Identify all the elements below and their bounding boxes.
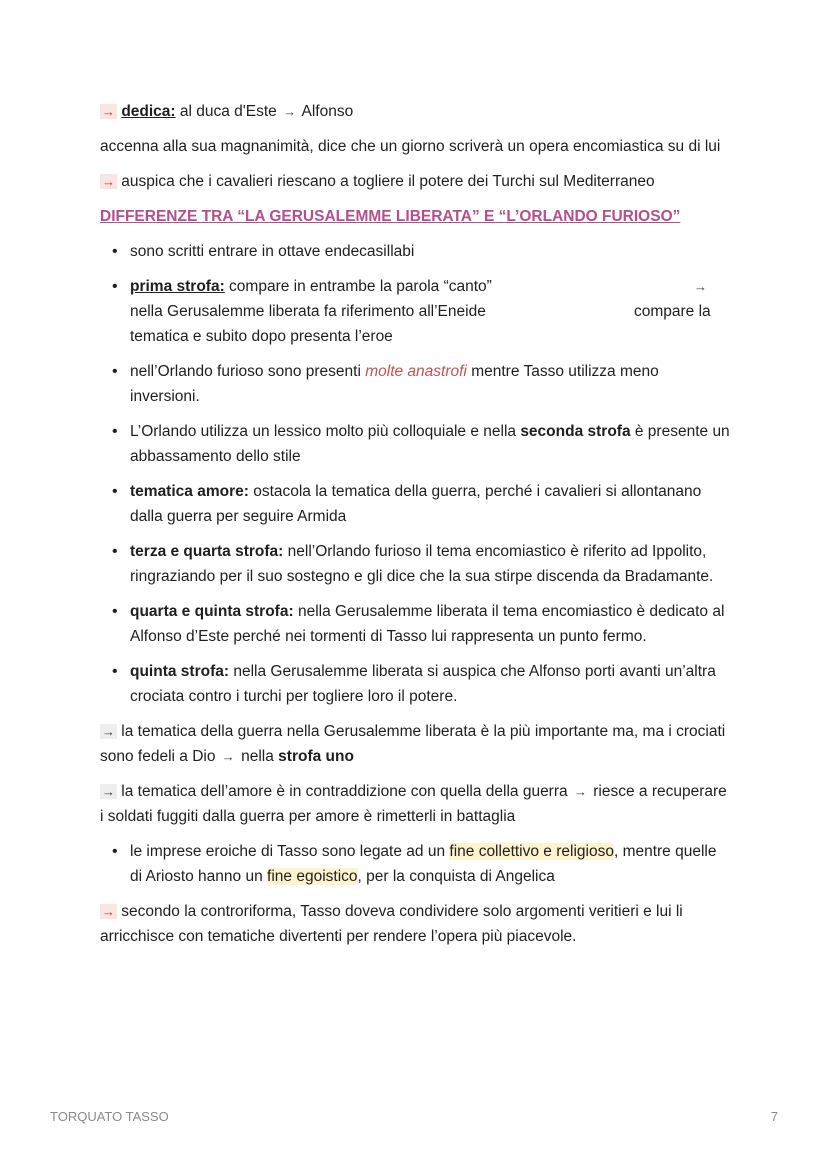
- bold-text: strofa uno: [278, 748, 354, 765]
- list-item-label: terza e quarta strofa:: [130, 543, 284, 560]
- page-body: [100, 99, 732, 959]
- highlighted-text: fine egoistico: [267, 868, 358, 885]
- list-item-text-3: , per la conquista di Angelica: [357, 868, 555, 885]
- list-item-label: quarta e quinta strofa:: [130, 603, 294, 620]
- imprese-list: [100, 839, 732, 889]
- list-item-text: le imprese eroiche di Tasso sono legate ad un: [130, 843, 450, 860]
- list-item-label: tematica amore:: [130, 483, 249, 500]
- list-item: [130, 239, 732, 264]
- list-item: [130, 419, 732, 469]
- arrow-icon: →: [102, 724, 115, 739]
- list-item: [130, 479, 732, 529]
- list-item-text-2: mentre Tasso utilizza meno inversioni.: [130, 363, 659, 405]
- paragraph-text: la tematica della guerra nella Gerusalemme liberata è la più importante ma, ma i crociati sono fedeli a Dio: [100, 723, 726, 765]
- arrow-icon: →: [102, 104, 115, 119]
- list-item: [130, 274, 732, 349]
- footer-title: TORQUATO TASSO: [50, 1109, 169, 1124]
- paragraph-text: la tematica dell’amore è in contraddizione con quella della guerra: [117, 783, 572, 800]
- arrow-icon: →: [283, 104, 297, 119]
- dedica-label: dedica:: [121, 103, 176, 120]
- section-heading: DIFFERENZE TRA “LA GERUSALEMME LIBERATA” E “L’ORLANDO FURIOSO”: [100, 208, 681, 225]
- paragraph-text: secondo la controriforma, Tasso doveva condividere solo argomenti veritieri e lui li arricchisce con tematiche divertenti per rendere l’opera più piacevole.: [100, 903, 683, 945]
- paragraph-magnanimita: accenna alla sua magnanimità, dice che un giorno scriverà un opera encomiastica su di lui: [100, 138, 721, 155]
- paragraph-amore: [100, 779, 732, 829]
- highlighted-text: fine collettivo e religioso: [449, 843, 614, 860]
- paragraph-guerra: [100, 719, 732, 769]
- list-item: [130, 839, 732, 889]
- list-item-text: nella Gerusalemme liberata il tema encomiastico è dedicato al Alfonso d’Este perché nei tormenti di Tasso lui rappresenta un punto fermo.: [130, 603, 725, 645]
- emphasis-text: molte anastrofi: [365, 363, 467, 380]
- list-item: [130, 599, 732, 649]
- list-item-right-note: compare la: [634, 303, 711, 320]
- dedica-line: [100, 99, 732, 124]
- paragraph-auspica: [100, 169, 732, 194]
- paragraph-text-2: nella: [236, 748, 279, 765]
- list-item: [130, 359, 732, 409]
- list-item: [130, 539, 732, 589]
- list-item-text-2: nella Gerusalemme liberata fa riferimento all’Eneide: [130, 303, 486, 320]
- list-item-text: nell’Orlando furioso sono presenti: [130, 363, 366, 380]
- list-item-text: sono scritti entrare in ottave endecasillabi: [130, 243, 415, 260]
- list-item-text: L’Orlando utilizza un lessico molto più colloquiale e nella: [130, 423, 521, 440]
- list-item-text: compare in entrambe la parola “canto”: [224, 278, 492, 295]
- list-item-text-2: è presente un abbassamento dello stile: [130, 423, 730, 465]
- paragraph-controriforma: [100, 899, 732, 949]
- arrow-icon: →: [102, 174, 115, 189]
- page-number: 7: [770, 1109, 778, 1124]
- arrow-icon: →: [694, 279, 707, 294]
- list-item-label: quinta strofa:: [130, 663, 230, 680]
- list-item-text: nell’Orlando furioso il tema encomiastico è riferito ad Ippolito, ringraziando per il suo sostegno e gli dice che la sua stirpe discenda da Bradamante.: [130, 543, 714, 585]
- list-item: [130, 659, 732, 709]
- arrow-icon: →: [573, 784, 587, 799]
- list-item-label: prima strofa:: [130, 278, 225, 295]
- dedica-text-2: Alfonso: [298, 103, 354, 120]
- paragraph-text-2: riesce a recuperare i soldati fuggiti dalla guerra per amore è rimetterli in battaglia: [100, 783, 727, 825]
- list-item-text-2: , mentre quelle di Ariosto hanno un: [130, 843, 717, 885]
- arrow-icon: →: [102, 904, 115, 919]
- list-item-text: nella Gerusalemme liberata si auspica che Alfonso porti avanti un’altra crociata contro i turchi per togliere loro il potere.: [130, 663, 716, 705]
- list-item-text: ostacola la tematica della guerra, perché i cavalieri si allontanano dalla guerra per seguire Armida: [130, 483, 702, 525]
- arrow-icon: →: [221, 749, 235, 764]
- differences-list: [100, 239, 732, 709]
- list-item-text-3: tematica e subito dopo presenta l’eroe: [130, 328, 393, 345]
- auspica-text: auspica che i cavalieri riescano a togliere il potere dei Turchi sul Mediterraneo: [117, 173, 655, 190]
- arrow-icon: →: [102, 784, 115, 799]
- dedica-text: al duca d'Este: [175, 103, 282, 120]
- bold-text: seconda strofa: [520, 423, 631, 440]
